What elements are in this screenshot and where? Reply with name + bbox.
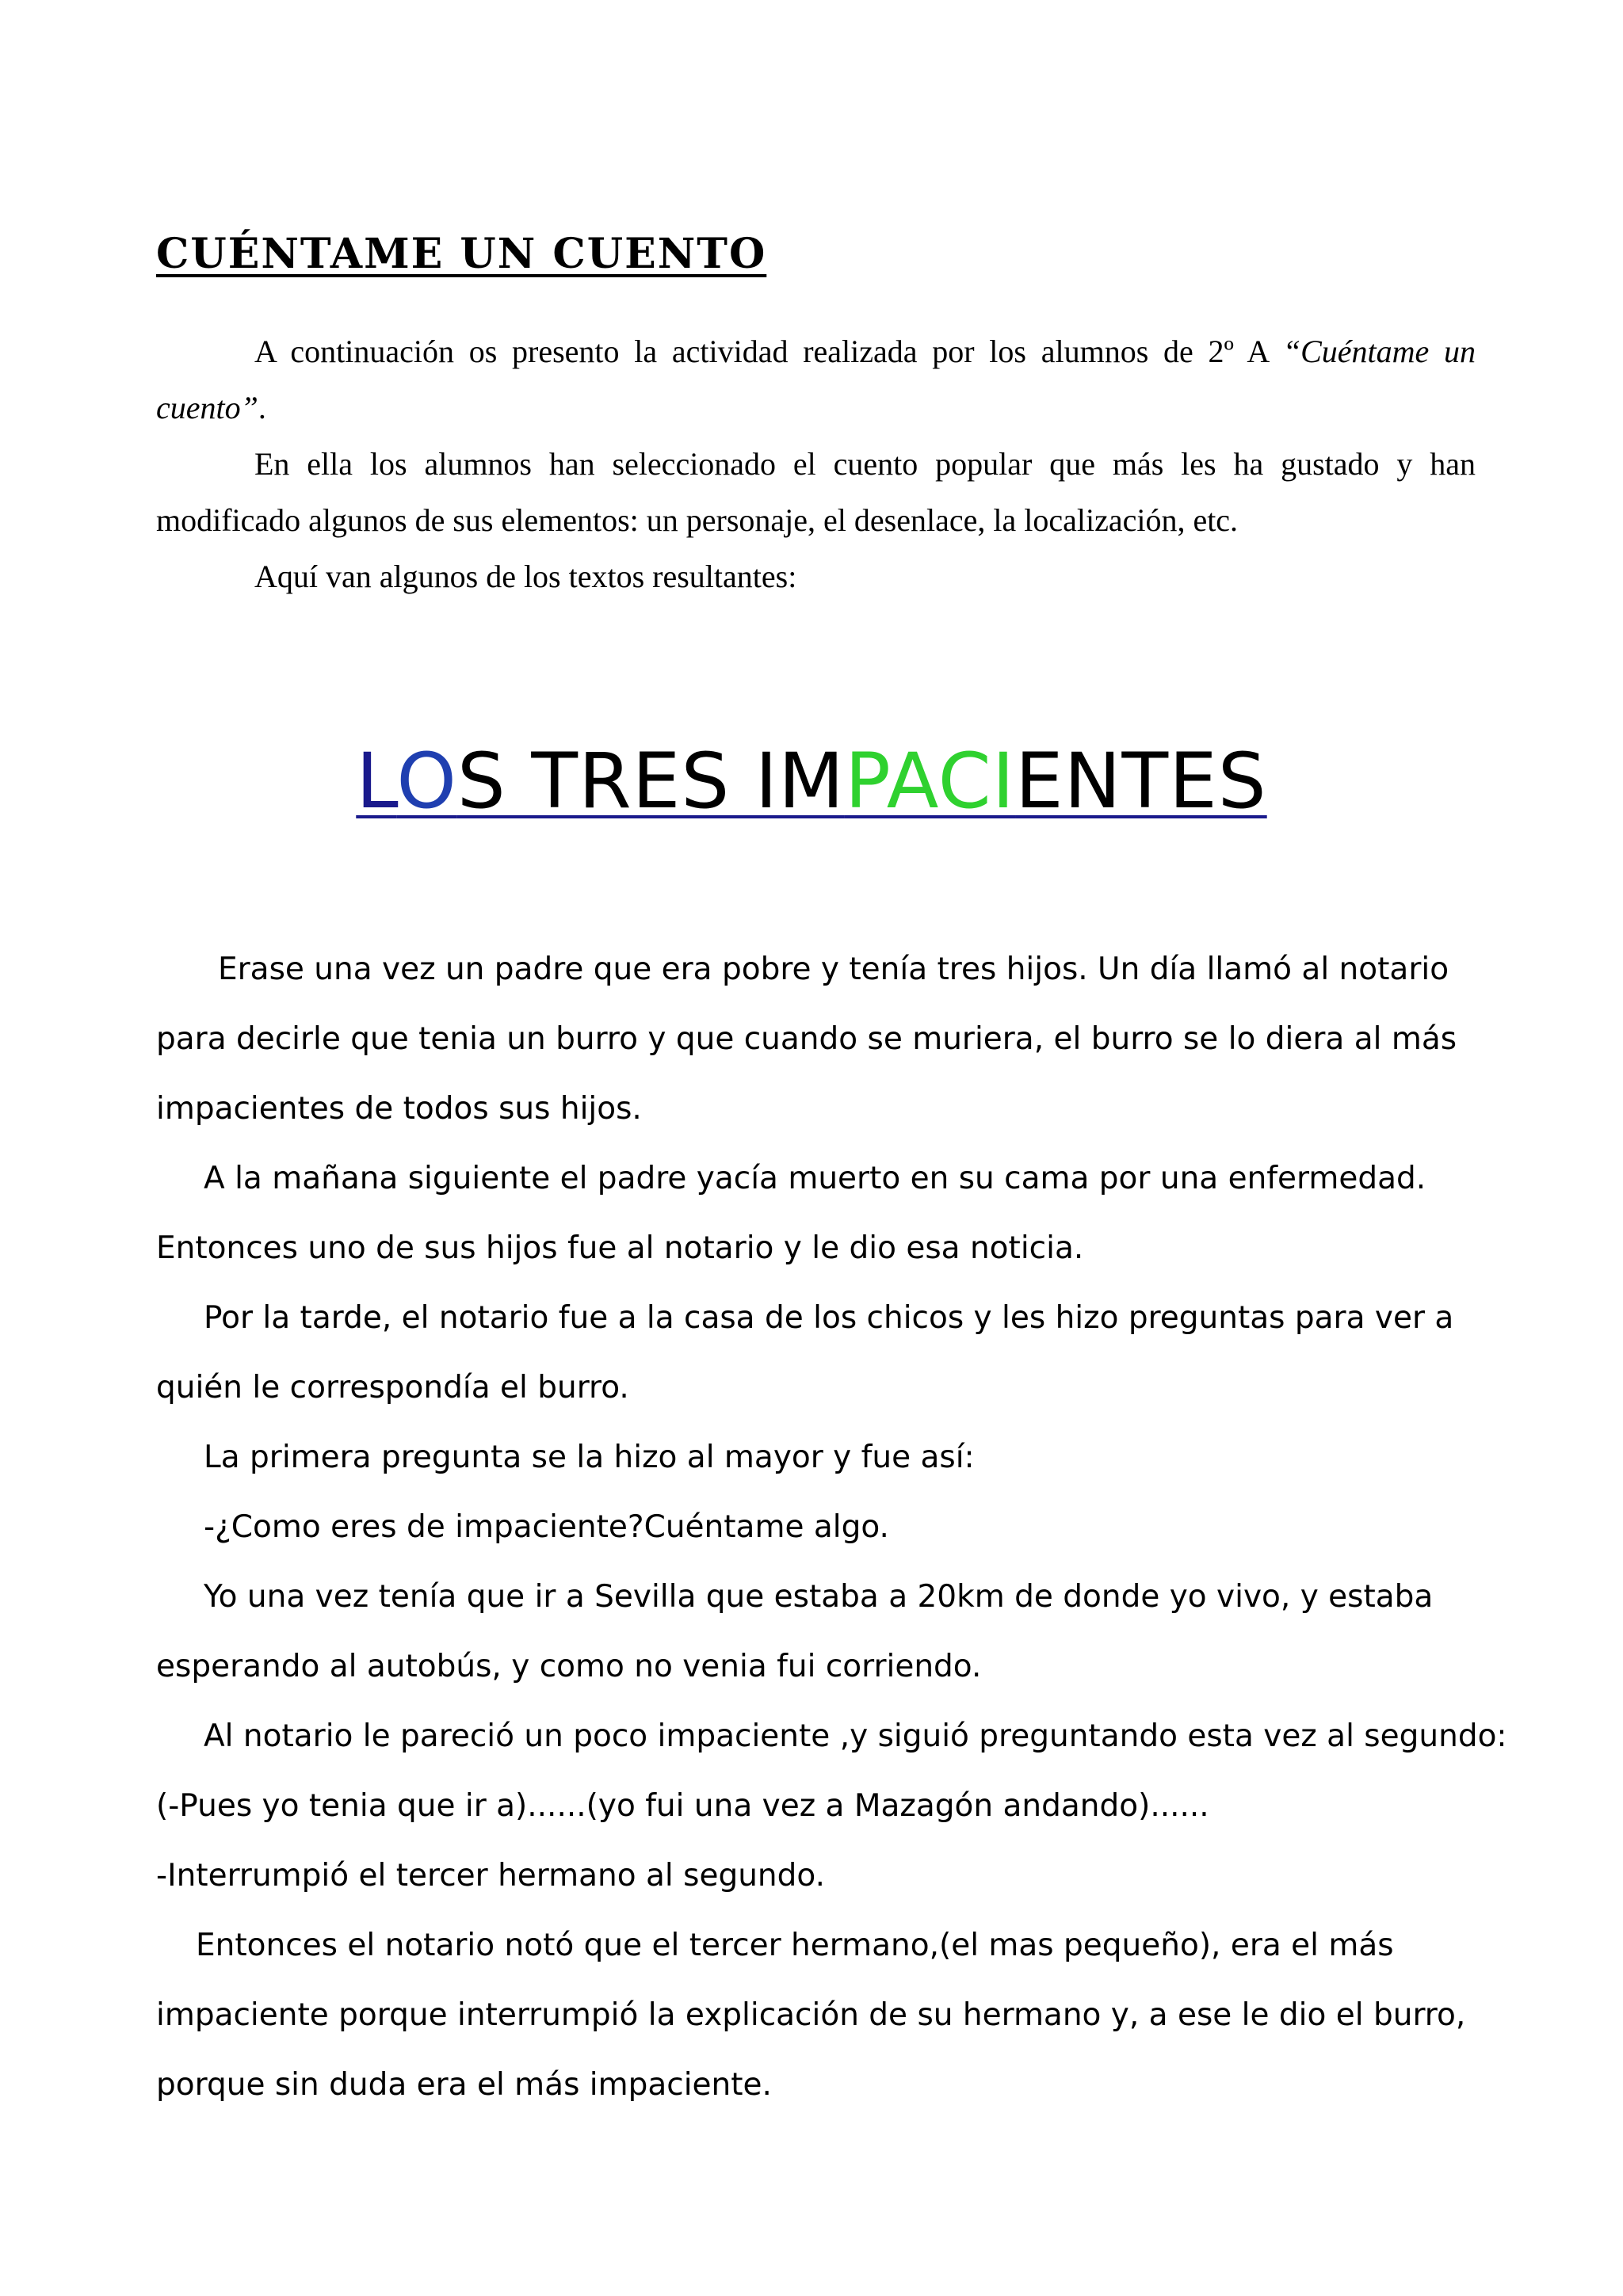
intro-paragraph-2: En ella los alumnos han seleccionado el cuento popular que más les ha gustado y han modificado algunos de sus elementos: un personaje, el desenlace, la localización, etc.	[156, 446, 1476, 538]
intro-text	[156, 323, 1476, 605]
story-title-part-5: ENTES	[1015, 737, 1267, 826]
story-line: A la mañana siguiente el padre yacía muerto en su cama por una enfermedad.	[204, 1161, 1426, 1196]
story-line: impacientes de todos sus hijos.	[156, 1091, 642, 1127]
story-line: esperando al autobús, y como no venia fui corriendo.	[156, 1649, 982, 1684]
story-line: Al notario le pareció un poco impaciente ,y siguió preguntando esta vez al segundo:	[204, 1718, 1507, 1754]
story-line: Por la tarde, el notario fue a la casa de los chicos y les hizo preguntas para ver a	[204, 1300, 1454, 1336]
intro-paragraph-1-end: .	[258, 390, 266, 425]
story-title	[0, 737, 1623, 826]
story-line: La primera pregunta se la hizo al mayor y fue así:	[204, 1440, 975, 1475]
story-title-part-3: S TRES IM	[456, 737, 845, 826]
story-line: -Interrumpió el tercer hermano al segundo.	[156, 1858, 825, 1894]
story-line: para decirle que tenia un burro y que cuando se muriera, el burro se lo diera al más	[156, 1021, 1457, 1057]
section-heading: CUÉNTAME UN CUENTO	[156, 230, 767, 278]
story-line: Entonces el notario notó que el tercer hermano,(el mas pequeño), era el más	[196, 1928, 1394, 1963]
story-title-part-1: L	[356, 737, 397, 826]
story-title-part-4: PACI	[844, 737, 1016, 826]
story-line: impaciente porque interrumpió la explicación de su hermano y, a ese le dio el burro,	[156, 1997, 1466, 2033]
story-line: (-Pues yo tenia que ir a)......(yo fui una vez a Mazagón andando)......	[156, 1788, 1209, 1824]
story-line: porque sin duda era el más impaciente.	[156, 2067, 772, 2103]
story-line: Entonces uno de sus hijos fue al notario y le dio esa noticia.	[156, 1230, 1084, 1266]
intro-paragraph-1-text: A continuación os presento la actividad realizada por los alumnos de 2º A	[254, 334, 1283, 369]
intro-paragraph-1-italic: “Cuéntame un cuento”	[156, 334, 1476, 425]
story-body	[156, 935, 1507, 2120]
story-title-part-2: O	[396, 737, 457, 826]
intro-paragraph-3: Aquí van algunos de los textos resultantes:	[254, 559, 797, 594]
story-line: Erase una vez un padre que era pobre y tenía tres hijos. Un día llamó al notario	[218, 952, 1449, 987]
story-line: -¿Como eres de impaciente?Cuéntame algo.	[204, 1509, 889, 1545]
story-title-text	[356, 737, 1266, 826]
intro-paragraph-1	[156, 323, 1476, 436]
story-line: quién le correspondía el burro.	[156, 1370, 629, 1405]
story-line: Yo una vez tenía que ir a Sevilla que estaba a 20km de donde yo vivo, y estaba	[204, 1579, 1434, 1615]
